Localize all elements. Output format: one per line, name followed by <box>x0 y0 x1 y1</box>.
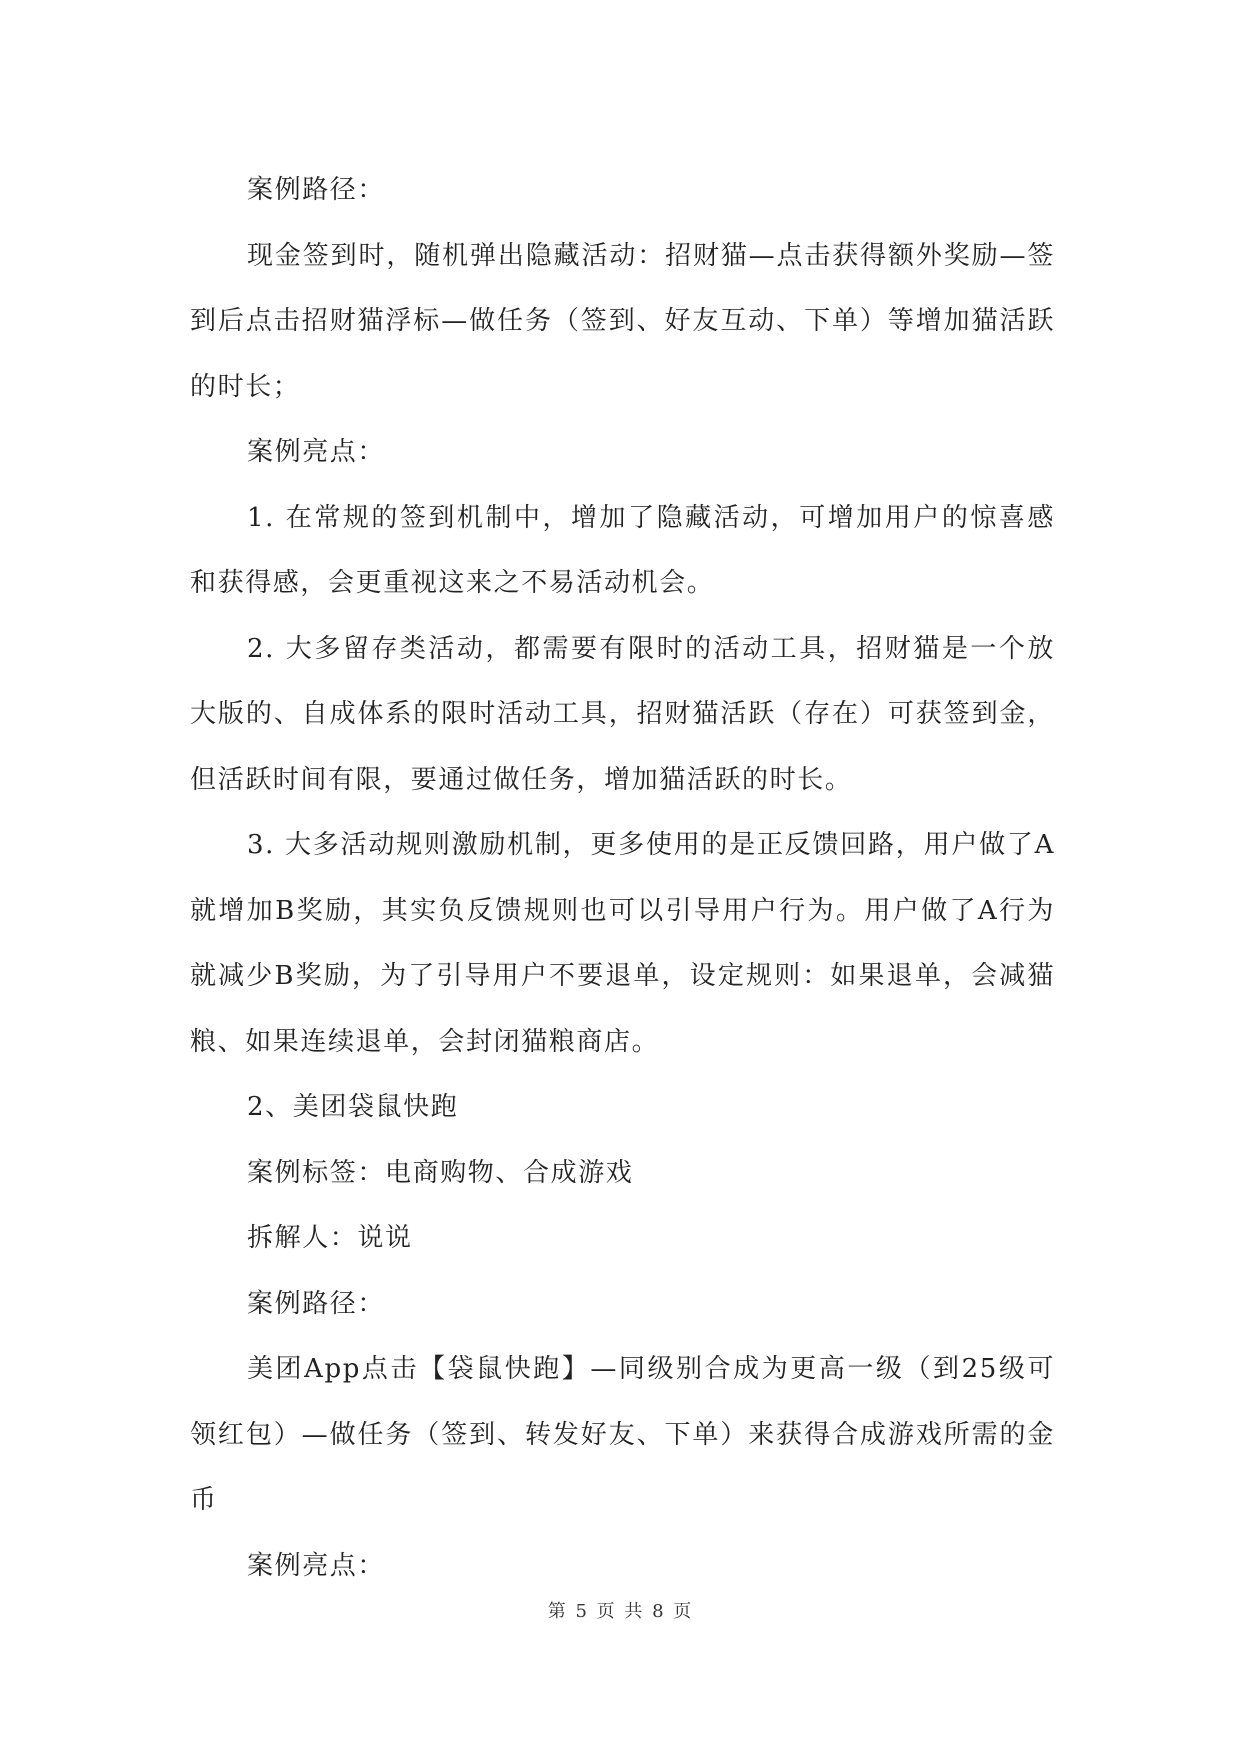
paragraph-highlight-3: 3. 大多活动规则激励机制，更多使用的是正反馈回路，用户做了A就增加B奖励，其实负反馈规则也可以引导用户行为。用户做了A行为就减少B奖励，为了引导用户不要退单，设定规则：如果退单，会减猫粮、如果连续退单，会封闭猫粮商店。 <box>190 830 1055 1057</box>
paragraph-author: 拆解人：说说 <box>247 1223 413 1253</box>
paragraph-cash-checkin: 现金签到时，随机弹出隐藏活动：招财猫—点击获得额外奖励—签到后点击招财猫浮标—做任务（签到、好友互动、下单）等增加猫活跃的时长； <box>190 240 1055 402</box>
paragraph-case-highlights-2: 案例亮点： <box>247 1550 386 1581</box>
page-footer: 第 5 页 共 8 页 <box>547 1601 694 1622</box>
paragraph-highlight-2: 2. 大多留存类活动，都需要有限时的活动工具，招财猫是一个放大版的、自成体系的限时活动工具，招财猫活跃（存在）可获签到金，但活跃时间有限，要通过做任务，增加猫活跃的时长。 <box>190 633 1055 795</box>
paragraph-case-path-2: 案例路径： <box>247 1288 386 1319</box>
section-heading-meituan: 2、美团袋鼠快跑 <box>247 1092 459 1122</box>
paragraph-case-tags: 案例标签：电商购物、合成游戏 <box>247 1157 634 1188</box>
paragraph-meituan-path: 美团App点击【袋鼠快跑】—同级别合成为更高一级（到25级可领红包）—做任务（签到、转发好友、下单）来获得合成游戏所需的金币 <box>190 1354 1055 1515</box>
paragraph-case-highlights-1: 案例亮点： <box>247 437 386 467</box>
paragraph-case-path-1: 案例路径： <box>247 175 386 205</box>
paragraph-highlight-1: 1. 在常规的签到机制中，增加了隐藏活动，可增加用户的惊喜感和获得感，会更重视这来之不易活动机会。 <box>190 502 1055 598</box>
page-body <box>190 158 1055 1599</box>
